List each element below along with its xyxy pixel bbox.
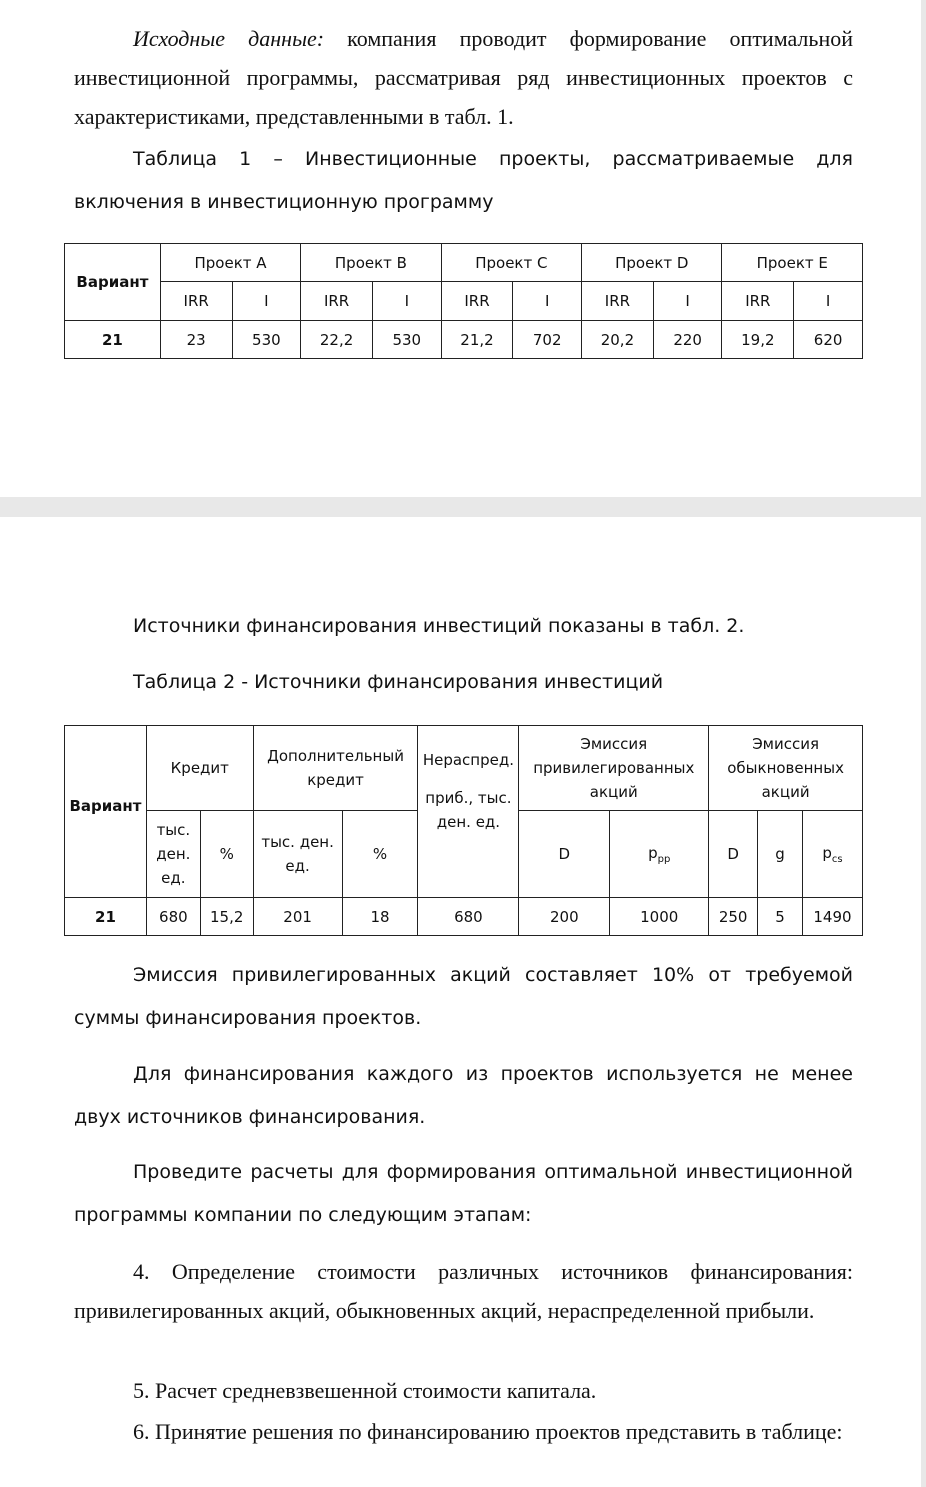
irr-header: IRR — [301, 282, 373, 321]
irr-header: IRR — [722, 282, 794, 321]
investment-header: I — [794, 282, 863, 321]
table-cell: 22,2 — [301, 321, 373, 359]
intro-label: Исходные данные: — [133, 26, 325, 51]
table-row — [65, 898, 863, 936]
project-d-header: Проект D — [582, 244, 722, 282]
calculation-stages-paragraph: Проведите расчеты для формирования оптимальной инвестиционной программы компании по следующим этапам: — [74, 1161, 853, 1226]
sources-text: Источники финансирования инвестиций показаны в табл. 2. — [133, 615, 745, 637]
preferred-price-header — [610, 811, 709, 898]
table-cell: 680 — [418, 898, 519, 936]
credit-amount-header: тыс. ден. ед. — [146, 811, 200, 898]
table-cell: 20,2 — [582, 321, 654, 359]
stage-5-item: 5. Расчет средневзвешенной стоимости капитала. — [133, 1378, 597, 1403]
irr-header: IRR — [441, 282, 513, 321]
table-cell: 1490 — [802, 898, 862, 936]
common-price-subscript: cs — [831, 853, 843, 865]
additional-credit-rate-header: % — [342, 811, 418, 898]
table-cell: 18 — [342, 898, 418, 936]
preferred-price-symbol: p — [648, 843, 658, 862]
table-cell: 250 — [709, 898, 758, 936]
variant-header: Вариант — [65, 726, 147, 898]
irr-header: IRR — [160, 282, 232, 321]
table-cell: 23 — [160, 321, 232, 359]
stage-4-item: 4. Определение стоимости различных источников финансирования: привилегированных акций, обыкновенных акций, нераспределенной прибыли. — [74, 1259, 853, 1323]
table-cell: 620 — [794, 321, 863, 359]
retained-earnings-units: приб., тыс. ден. ед. — [425, 789, 512, 831]
investment-projects-table — [64, 243, 863, 359]
preferred-emission-header: Эмиссия привилегированных акций — [519, 726, 709, 811]
common-price-header — [802, 811, 862, 898]
growth-rate-header: g — [758, 811, 803, 898]
table-cell: 200 — [519, 898, 610, 936]
table-cell: 201 — [253, 898, 342, 936]
table-row — [65, 321, 863, 359]
variant-cell: 21 — [65, 321, 161, 359]
table-cell: 220 — [653, 321, 722, 359]
table2-caption: Таблица 2 - Источники финансирования инвестиций — [133, 671, 664, 693]
table-cell: 530 — [232, 321, 301, 359]
preferred-price-subscript: pp — [657, 853, 671, 865]
additional-credit-amount-header: тыс. ден. ед. — [253, 811, 342, 898]
min-sources-paragraph: Для финансирования каждого из проектов используется не менее двух источников финансирования. — [74, 1063, 853, 1128]
retained-earnings-title: Нераспред. — [422, 751, 514, 769]
table-cell: 21,2 — [441, 321, 513, 359]
project-b-header: Проект B — [301, 244, 441, 282]
document-page-2 — [0, 517, 921, 1487]
table-cell: 530 — [372, 321, 441, 359]
common-dividend-header: D — [709, 811, 758, 898]
investment-header: I — [653, 282, 722, 321]
project-e-header: Проект E — [722, 244, 863, 282]
credit-rate-header: % — [200, 811, 253, 898]
retained-earnings-header — [418, 726, 519, 898]
intro-paragraph — [74, 19, 853, 136]
table1-caption: Таблица 1 – Инвестиционные проекты, рассматриваемые для включения в инвестиционную программу — [74, 148, 853, 213]
common-price-symbol: p — [822, 843, 832, 862]
table-cell: 702 — [513, 321, 582, 359]
additional-credit-header: Дополнительный кредит — [253, 726, 418, 811]
table-cell: 680 — [146, 898, 200, 936]
irr-header: IRR — [582, 282, 654, 321]
preferred-dividend-header: D — [519, 811, 610, 898]
credit-header: Кредит — [146, 726, 253, 811]
document-page-1 — [0, 0, 921, 497]
variant-header: Вариант — [65, 244, 161, 321]
intro-text: компания проводит формирование оптимальной инвестиционной программы, рассматривая ряд инвестиционных проектов с характеристиками, представленными в табл. 1. — [74, 26, 853, 129]
financing-sources-table — [64, 725, 863, 936]
table-cell: 5 — [758, 898, 803, 936]
stage-6-item: 6. Принятие решения по финансированию проектов представить в таблице: — [133, 1419, 843, 1444]
table-cell: 1000 — [610, 898, 709, 936]
table-cell: 19,2 — [722, 321, 794, 359]
investment-header: I — [372, 282, 441, 321]
project-c-header: Проект C — [441, 244, 581, 282]
investment-header: I — [232, 282, 301, 321]
preferred-shares-paragraph: Эмиссия привилегированных акций составляет 10% от требуемой суммы финансирования проектов. — [74, 964, 853, 1029]
table-cell: 15,2 — [200, 898, 253, 936]
project-a-header: Проект A — [160, 244, 300, 282]
variant-cell: 21 — [65, 898, 147, 936]
investment-header: I — [513, 282, 582, 321]
common-emission-header: Эмиссия обыкновенных акций — [709, 726, 863, 811]
